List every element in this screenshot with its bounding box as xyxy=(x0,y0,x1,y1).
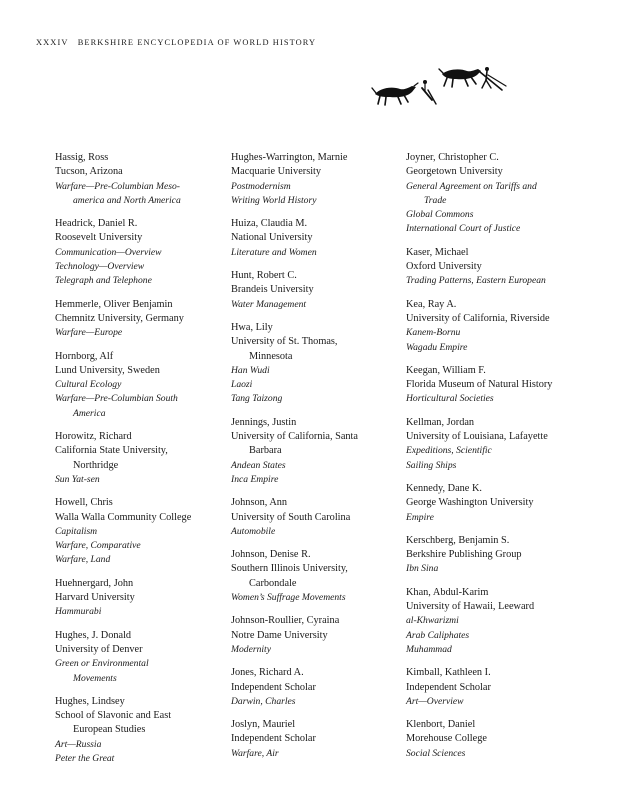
article-title: Trading Patterns, Eastern European xyxy=(406,275,546,287)
article-title: Movements xyxy=(73,672,117,684)
contributor-affiliation: Independent Scholar xyxy=(406,681,491,693)
article-title: Warfare—Europe xyxy=(55,327,123,339)
contributor-entry xyxy=(55,695,231,766)
contributor-entry xyxy=(55,430,231,487)
article-title: Communication—Overview xyxy=(55,246,162,258)
contributor-name: Kennedy, Dane K. xyxy=(406,482,482,494)
article-title: Modernity xyxy=(231,643,271,655)
contributor-affiliation: Lund University, Sweden xyxy=(55,364,160,376)
contributor-affiliation: Barbara xyxy=(249,445,282,457)
contributor-affiliation: Carbondale xyxy=(249,577,297,589)
article-title: Sun Yat-sen xyxy=(55,473,100,485)
contributor-affiliation: European Studies xyxy=(73,724,146,736)
contributor-affiliation: University of Hawaii, Leeward xyxy=(406,601,535,613)
contributor-entry xyxy=(55,151,231,208)
contributor-name: Hunt, Robert C. xyxy=(231,270,297,282)
contributor-affiliation: Minnesota xyxy=(249,350,293,362)
article-title: Green or Environmental xyxy=(55,658,149,670)
contributor-affiliation: University of Denver xyxy=(55,643,143,655)
contributor-name: Johnson, Denise R. xyxy=(231,549,311,561)
contributor-affiliation: Harvard University xyxy=(55,592,135,604)
contributor-affiliation: University of St. Thomas, xyxy=(231,336,338,348)
contributor-affiliation: School of Slavonic and East xyxy=(55,710,172,722)
article-title: Warfare, Air xyxy=(231,747,279,759)
article-title: Expeditions, Scientific xyxy=(406,445,492,457)
contributor-affiliation: California State University, xyxy=(55,445,168,457)
article-title: Technology—Overview xyxy=(55,261,145,273)
contributor-name: Kea, Ray A. xyxy=(406,298,457,310)
article-title: al-Khwarizmi xyxy=(406,615,459,627)
article-title: Cultural Ecology xyxy=(55,379,122,391)
contributor-name: Johnson-Roullier, Cyraina xyxy=(231,615,340,627)
article-title: Telegraph and Telephone xyxy=(55,275,152,287)
contributor-entry xyxy=(231,614,407,657)
contributor-entry xyxy=(406,151,591,237)
article-title: Writing World History xyxy=(231,194,317,206)
contributor-name: Kaser, Michael xyxy=(406,246,469,258)
contributor-affiliation: Oxford University xyxy=(406,261,482,273)
contributor-entry xyxy=(55,298,231,341)
contributor-affiliation: Berkshire Publishing Group xyxy=(406,549,522,561)
contributor-entry xyxy=(55,350,231,421)
contributor-name: Kerschberg, Benjamin S. xyxy=(406,534,510,546)
contributor-entry xyxy=(406,364,591,407)
article-title: Han Wudi xyxy=(231,364,270,376)
contributor-affiliation: Macquarie University xyxy=(231,166,322,178)
page-number: XXXIV xyxy=(36,38,69,47)
article-title: Warfare—Pre-Columbian Meso- xyxy=(55,180,180,192)
article-title: Art—Overview xyxy=(406,695,464,707)
contributor-column-2 xyxy=(231,151,407,770)
contributor-entry xyxy=(231,548,407,605)
contributor-entry xyxy=(406,298,591,355)
article-title: Andean States xyxy=(231,459,286,471)
article-title: Literature and Women xyxy=(231,246,317,258)
contributor-entry xyxy=(406,246,591,289)
contributor-entry xyxy=(231,269,407,312)
article-title: Kanem-Bornu xyxy=(406,327,461,339)
contributor-affiliation: University of Louisiana, Lafayette xyxy=(406,431,548,443)
article-title: Horticultural Societies xyxy=(406,393,494,405)
contributor-affiliation: Independent Scholar xyxy=(231,733,316,745)
contributor-entry xyxy=(55,577,231,620)
running-head xyxy=(36,38,316,47)
book-title: BERKSHIRE ENCYCLOPEDIA OF WORLD HISTORY xyxy=(77,38,317,47)
contributor-column-1 xyxy=(55,151,231,775)
contributor-entry xyxy=(406,482,591,525)
contributor-affiliation: Tucson, Arizona xyxy=(55,166,123,178)
contributor-entry xyxy=(55,217,231,288)
contributor-entry xyxy=(406,586,591,657)
article-title: Hammurabi xyxy=(55,606,102,618)
contributor-name: Kimball, Kathleen I. xyxy=(406,667,491,679)
contributor-name: Hughes, J. Donald xyxy=(55,629,132,641)
article-title: General Agreement on Tariffs and xyxy=(406,180,537,192)
contributor-name: Hemmerle, Oliver Benjamin xyxy=(55,298,173,310)
contributor-name: Khan, Abdul-Karim xyxy=(406,586,489,598)
contributor-name: Hughes, Lindsey xyxy=(55,695,125,707)
article-title: Tang Taizong xyxy=(231,393,283,405)
contributor-entry xyxy=(231,666,407,709)
contributor-entry xyxy=(231,416,407,487)
contributor-name: Keegan, William F. xyxy=(406,364,486,376)
contributor-name: Jennings, Justin xyxy=(231,416,297,428)
article-title: Social Sciences xyxy=(406,747,466,759)
contributor-name: Huehnergard, John xyxy=(55,577,134,589)
contributor-name: Kellman, Jordan xyxy=(406,416,475,428)
contributor-entry xyxy=(231,496,407,539)
contributor-affiliation: Roosevelt University xyxy=(55,232,143,244)
article-title: Capitalism xyxy=(55,525,98,537)
contributor-name: Hwa, Lily xyxy=(231,321,273,333)
article-title: Laozi xyxy=(231,379,253,391)
contributor-affiliation: Brandeis University xyxy=(231,284,314,296)
contributor-affiliation: Northridge xyxy=(73,459,119,471)
contributor-entry xyxy=(231,151,407,208)
contributor-affiliation: University of California, Santa xyxy=(231,431,358,443)
article-title: Sailing Ships xyxy=(406,459,457,471)
article-title: america and North America xyxy=(73,194,181,206)
article-title: Inca Empire xyxy=(231,473,279,485)
contributor-affiliation: Chemnitz University, Germany xyxy=(55,312,184,324)
article-title: International Court of Justice xyxy=(406,223,521,235)
contributor-affiliation: Georgetown University xyxy=(406,166,503,178)
article-title: Arab Caliphates xyxy=(406,629,470,641)
article-title: Peter the Great xyxy=(55,752,115,764)
contributor-entry xyxy=(406,534,591,577)
contributor-name: Hassig, Ross xyxy=(55,152,109,163)
contributor-entry xyxy=(231,321,407,407)
contributor-affiliation: Independent Scholar xyxy=(231,681,316,693)
contributor-entry xyxy=(55,496,231,567)
article-title: Warfare, Comparative xyxy=(55,540,141,552)
contributor-entry xyxy=(406,718,591,761)
article-title: Ibn Sina xyxy=(406,563,439,575)
article-title: Warfare—Pre-Columbian South xyxy=(55,393,178,405)
contributor-entry xyxy=(406,666,591,709)
article-title: Empire xyxy=(406,511,434,523)
contributor-name: Joyner, Christopher C. xyxy=(406,152,499,163)
article-title: Water Management xyxy=(231,298,307,310)
contributor-affiliation: University of California, Riverside xyxy=(406,312,550,324)
contributor-name: Hughes-Warrington, Marnie xyxy=(231,152,348,163)
contributor-entry xyxy=(55,629,231,686)
article-title: Darwin, Charles xyxy=(231,695,296,707)
contributor-name: Joslyn, Mauriel xyxy=(231,719,296,731)
contributor-column-3 xyxy=(406,151,591,770)
contributor-name: Jones, Richard A. xyxy=(231,667,304,679)
article-title: Women’s Suffrage Movements xyxy=(231,592,346,604)
rock-art-animals-icon xyxy=(370,66,510,114)
article-title: Postmodernism xyxy=(231,180,291,192)
contributor-name: Klenbort, Daniel xyxy=(406,719,476,731)
article-title: Automobile xyxy=(231,525,276,537)
contributor-entry xyxy=(231,718,407,761)
contributor-affiliation: Walla Walla Community College xyxy=(55,511,192,523)
contributor-affiliation: University of South Carolina xyxy=(231,511,351,523)
contributor-name: Headrick, Daniel R. xyxy=(55,218,138,230)
article-title: America xyxy=(73,407,106,419)
article-title: Wagadu Empire xyxy=(406,341,468,353)
contributor-affiliation: Morehouse College xyxy=(406,733,487,745)
contributor-name: Horowitz, Richard xyxy=(55,431,132,443)
contributor-entry xyxy=(406,416,591,473)
contributor-name: Hornborg, Alf xyxy=(55,350,114,362)
contributor-name: Howell, Chris xyxy=(55,497,113,509)
article-title: Global Commons xyxy=(406,209,474,221)
contributor-affiliation: National University xyxy=(231,232,313,244)
article-title: Trade xyxy=(424,194,447,206)
article-title: Warfare, Land xyxy=(55,554,111,566)
contributor-name: Huiza, Claudia M. xyxy=(231,218,308,230)
contributor-affiliation: Southern Illinois University, xyxy=(231,563,348,575)
contributor-affiliation: Notre Dame University xyxy=(231,629,328,641)
contributor-affiliation: George Washington University xyxy=(406,497,534,509)
contributor-name: Johnson, Ann xyxy=(231,497,288,509)
article-title: Muhammad xyxy=(406,643,452,655)
article-title: Art—Russia xyxy=(55,738,102,750)
contributor-entry xyxy=(231,217,407,260)
contributor-affiliation: Florida Museum of Natural History xyxy=(406,379,553,391)
